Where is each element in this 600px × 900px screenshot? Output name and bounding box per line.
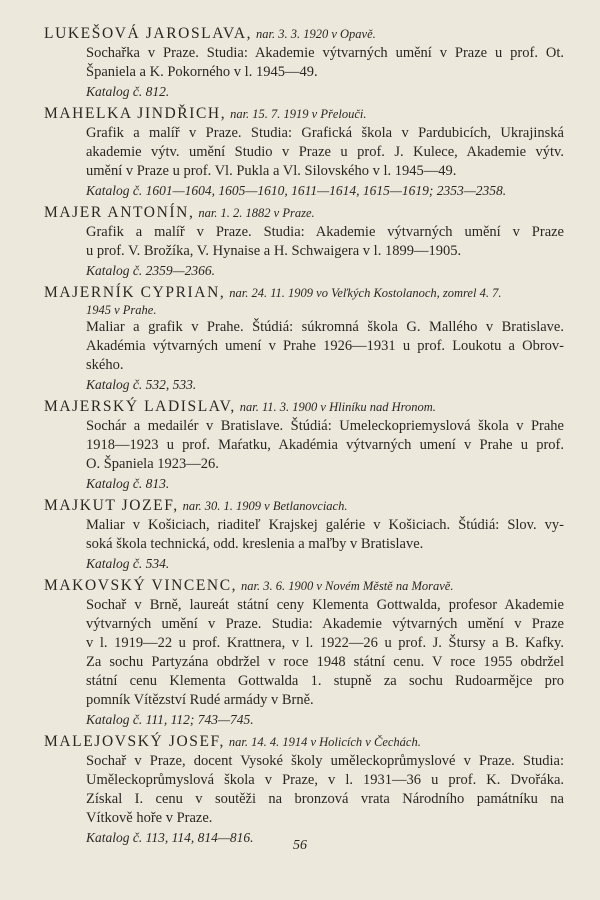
description-line: u prof. V. Brožíka, V. Hynaise a H. Schwaigera v l. 1899—1905. <box>86 243 462 259</box>
description-line: Sochař v Brně, laureát státní ceny Klementa Gottwalda, profesor Akademie <box>86 597 564 613</box>
catalog-reference: Katalog č. 111, 112; 743—745. <box>86 712 254 727</box>
birth-info: nar. 1. 2. 1882 v Praze. <box>198 206 315 220</box>
entry-heading <box>44 496 564 516</box>
description-line: Grafik a malíř v Praze. Studia: Grafická škola v Pardubicích, Ukrajinská <box>86 125 564 141</box>
birth-info-continued: 1945 v Prahe. <box>86 303 157 317</box>
description-line: Sochařka v Praze. Studia: Akademie výtvarných umění v Praze u prof. Ot. <box>86 45 564 61</box>
entry-heading <box>44 24 564 44</box>
description-line: Maliar v Košiciach, riaditeľ Krajskej galérie v Košiciach. Štúdiá: Slov. vy- <box>86 517 564 533</box>
entry-heading <box>44 283 564 303</box>
entry-description <box>44 417 564 474</box>
artist-entry <box>44 397 564 493</box>
entry-description <box>44 44 564 82</box>
birth-info: nar. 11. 3. 1900 v Hliníku nad Hronom. <box>239 400 436 414</box>
description-line: O. Španiela 1923—26. <box>86 456 219 472</box>
artist-entry <box>44 576 564 729</box>
birth-info: nar. 3. 3. 1920 v Opavě. <box>255 27 376 41</box>
description-line: Maliar a grafik v Prahe. Štúdiá: súkromná škola G. Mallého v Bratislave. <box>86 319 564 335</box>
birth-info: nar. 3. 6. 1900 v Novém Městě na Moravě. <box>241 579 454 593</box>
artist-name: MAJER ANTONÍN, <box>44 204 195 221</box>
description-line: Sochař v Praze, docent Vysoké školy uměleckoprůmyslové v Praze. Studia: <box>86 753 564 769</box>
description-line: v l. 1919—22 u prof. Krattnera, v l. 1922—26 u prof. J. Štursy a B. Kafky. <box>86 635 564 651</box>
artist-name: MAJERNÍK CYPRIAN, <box>44 284 226 301</box>
birth-info: nar. 15. 7. 1919 v Přelouči. <box>230 107 367 121</box>
description-line: soká škola technická, odd. kreslenia a maľby v Bratislave. <box>86 536 424 552</box>
catalog-reference: Katalog č. 2359—2366. <box>86 263 216 278</box>
artist-name: MAJERSKÝ LADISLAV, <box>44 398 236 415</box>
description-line: Za sochu Partyzána obdržel v roce 1948 státní cenu. V roce 1955 obdržel <box>86 654 564 670</box>
entry-description <box>44 596 564 710</box>
catalog-reference: Katalog č. 813. <box>86 476 170 491</box>
description-line: Grafik a malíř v Praze. Studia: Akademie výtvarných umění v Praze <box>86 224 564 240</box>
artist-name: MAJKUT JOZEF, <box>44 497 179 514</box>
catalog-reference: Katalog č. 1601—1604, 1605—1610, 1611—1614, 1615—1619; 2353—2358. <box>86 183 507 198</box>
artist-name: LUKEŠOVÁ JAROSLAVA, <box>44 25 253 42</box>
description-line: Vítkově hoře v Praze. <box>86 810 213 826</box>
artist-name: MALEJOVSKÝ JOSEF, <box>44 733 225 750</box>
description-line: Získal I. cenu v soutěži na bronzová vrata Národního památníku na <box>86 791 564 807</box>
birth-info: nar. 30. 1. 1909 v Betlanovciach. <box>182 499 348 513</box>
entry-description <box>44 124 564 181</box>
entry-heading <box>44 104 564 124</box>
entry-heading <box>44 397 564 417</box>
description-line: výtvarných umění v Praze. Studia: Akademie výtvarných umění v Praze <box>86 616 564 632</box>
description-line: 1918—1923 u prof. Maŕatku, Akadémia výtvarných umení v Prahe u prof. <box>86 437 564 453</box>
description-line: pomník Vítězství Rudé armády v Brně. <box>86 692 314 708</box>
description-line: Uměleckoprůmyslová škola v Praze, v l. 1931—36 u prof. K. Dvořáka. <box>86 772 564 788</box>
artist-entry <box>44 104 564 200</box>
description-line: umění v Praze u prof. Vl. Pukla a Vl. Silovského v l. 1945—49. <box>86 163 457 179</box>
artist-entry <box>44 24 564 101</box>
catalog-reference: Katalog č. 534. <box>86 556 170 571</box>
artist-entry <box>44 496 564 573</box>
description-line: ského. <box>86 357 124 373</box>
catalog-reference: Katalog č. 812. <box>86 84 170 99</box>
description-line: státní cenu Klementa Gottwalda 1. stupně za sochu Rudoarmějce pro <box>86 673 564 689</box>
artist-entry <box>44 732 564 847</box>
entry-heading <box>44 576 564 596</box>
entry-description <box>44 516 564 554</box>
entry-heading <box>44 203 564 223</box>
description-line: Akadémia výtvarných umení v Prahe 1926—1931 u prof. Loukotu a Obrov- <box>86 338 564 354</box>
entry-heading <box>44 732 564 752</box>
catalog-reference: Katalog č. 113, 114, 814—816. <box>86 830 254 845</box>
page-number: 56 <box>293 838 307 853</box>
entry-description <box>44 223 564 261</box>
artist-name: MAKOVSKÝ VINCENC, <box>44 577 238 594</box>
birth-info: nar. 14. 4. 1914 v Holicích v Čechách. <box>228 735 421 749</box>
artist-entry <box>44 283 564 394</box>
description-line: akademie výtv. umění Studio v Praze u prof. J. Kulece, Akademie výtv. <box>86 144 564 160</box>
description-line: Sochár a medailér v Bratislave. Štúdiá: Umeleckopriemyslová škola v Prahe <box>86 418 564 434</box>
entry-description <box>44 318 564 375</box>
entry-list <box>44 24 564 847</box>
artist-entry <box>44 203 564 280</box>
artist-name: MAHELKA JINDŘICH, <box>44 105 227 122</box>
description-line: Španiela a K. Pokorného v l. 1945—49. <box>86 64 318 80</box>
catalog-reference: Katalog č. 532, 533. <box>86 377 197 392</box>
entry-description <box>44 752 564 828</box>
birth-info: nar. 24. 11. 1909 vo Veľkých Kostolanoch, zomrel 4. 7. <box>229 286 502 300</box>
